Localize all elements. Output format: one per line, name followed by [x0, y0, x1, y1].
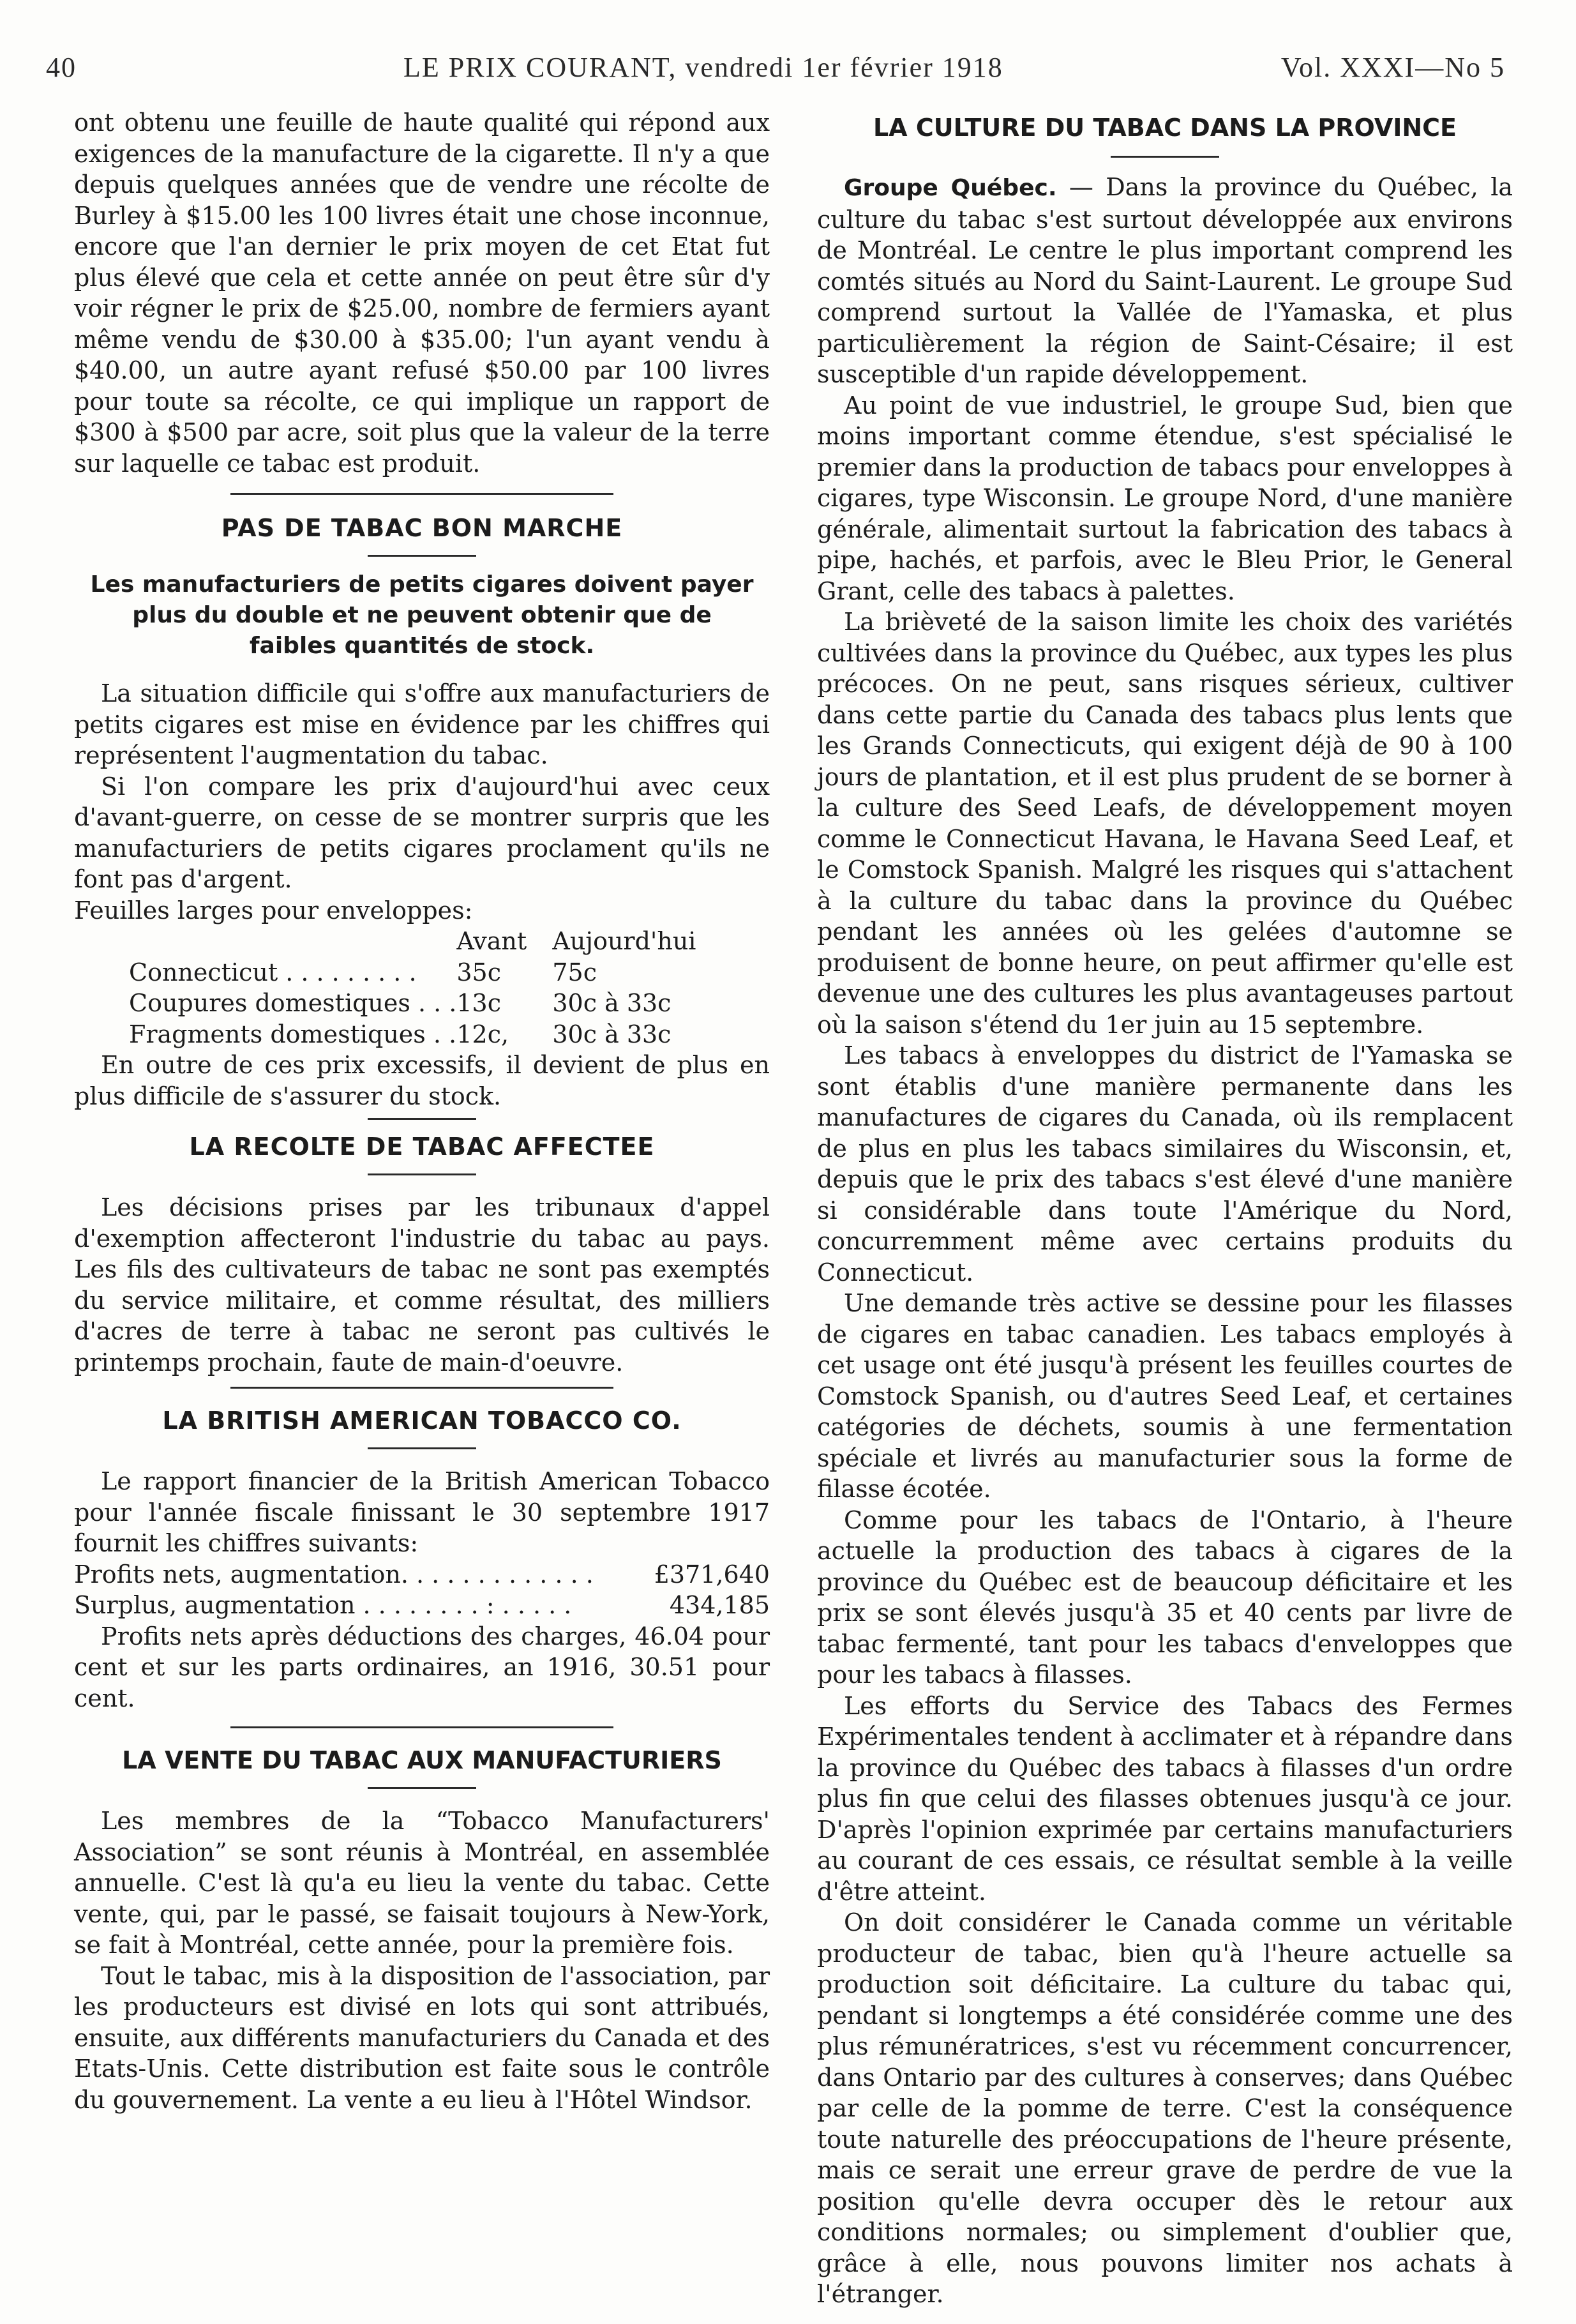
paragraph: Si l'on compare les prix d'aujourd'hui avec ceux d'avant-guerre, on cesse de se montrer surpris que les manufacturiers de petits cigares proclament qu'ils ne font pas d'argent. [74, 772, 770, 893]
article-title-culture-du-tabac: LA CULTURE DU TABAC DANS LA PROVINCE [873, 114, 1457, 142]
table-cell-item: Connecticut . . . . . . . . . [129, 958, 417, 986]
ledger-value: 434,185 [669, 1591, 770, 1619]
ledger-row [74, 1590, 770, 1621]
section-divider [230, 493, 613, 495]
continued-article-text: ont obtenu une feuille de haute qualité qui répond aux exigences de la manufacture de la cigarette. Il n'y a que depuis quelques années que de vendre une récolte de Burley à $15.00 les 100 livres était une chose inconnue, encore que l'an dernier le prix moyen de cet Etat fut plus élevé que cela et cette année on peut être sûr d'y voir régner le prix de $25.00, nombre de fermiers ayant même vendu de $30.00 à $35.00; l'un ayant vendu à $40.00, un autre ayant refusé $50.00 par 100 livres pour toute sa récolte, ce qui implique un rapport de $300 à $500 par acre, soit plus que la valeur de la terre sur laquelle ce tabac est produit. [74, 109, 770, 478]
paragraph-text: — Dans la province du Québec, la culture du tabac s'est surtout développée aux environs de Montréal. Le centre le plus important comprend les comtés situés au Nord du Saint-Laurent. Le groupe Sud comprend surtout la Vallée de l'Yamaska, et plus particulièrement la région de Saint-Césaire; il est susceptible d'un rapide développement. [817, 173, 1513, 388]
table-cell-now: 30c à 33c [552, 989, 672, 1017]
paragraph: On doit considérer le Canada comme un véritable producteur de tabac, bien qu'à l'heure actuelle sa production soit déficitaire. La culture du tabac qui, pendant si longtemps a été considérée comme une des plus rémunératrices, s'est vu récemment concurrencer, dans Ontario par des cultures à conserves; dans Québec par celle de la pomme de terre. C'est la conséquence toute naturelle des préoccupations de l'heure présente, mais ce serait une erreur grave de perdre de vue la position qu'elle devra occuper dès le retour aux conditions normales; ou simplement d'oublier que, grâce à elle, nous pouvons limiter nos achats à l'étranger. [817, 1908, 1513, 2308]
ledger-row [74, 1559, 770, 1590]
paragraph: La brièveté de la saison limite les choix des variétés cultivées dans la province du Québec, aux types les plus précoces. On ne peut, sans risques sérieux, cultiver dans cette partie du Canada des tabacs plus lents que les Grands Connecticuts, qui exigent déjà de 90 à 100 jours de plantation, et il est plus prudent de se borner à la culture des Seed Leafs, de développement moyen comme le Connecticut Havana, le Havana Seed Leaf, et le Comstock Spanish. Malgré les risques qui s'attachent à la culture du tabac dans la province du Québec pendant les années où les gelées d'automne se produisent de bonne heure, on peut affirmer qu'elle est devenue une des cultures les plus avantageuses partout où la saison s'étend du 1er juin au 15 septembre. [817, 608, 1513, 1039]
table-cell-before: 35c [456, 958, 502, 986]
article-subtitle: Les manufacturiers de petits cigares doivent payer plus du double et ne peuvent obtenir que de faibles quantités de stock. [90, 571, 754, 659]
table-cell-item: Coupures domestiques . . . [129, 989, 457, 1017]
paragraph: Comme pour les tabacs de l'Ontario, à l'heure actuelle la production des tabacs à cigares de la province du Québec est de beaucoup déficitaire et les prix se sont élevés jusqu'à 35 et 40 cents par livre de tabac fermenté, tant pour les tabacs d'enveloppes que pour les tabacs à filasses. [817, 1505, 1513, 1689]
price-table-label: Feuilles larges pour enveloppes: [74, 896, 473, 924]
title-rule [368, 1787, 476, 1789]
paragraph: Les tabacs à enveloppes du district de l'Yamaska se sont établis d'une manière permanente dans les manufactures de cigares du Canada, où ils remplacent de plus en plus les tabacs similaires du Wisconsin, et, depuis que le prix des tabacs s'est élevé d'une manière si considérable dans toute l'Amérique du Nord, concurremment même avec certains produits du Connecticut. [817, 1041, 1513, 1286]
paragraph: Profits nets après déductions des charges, 46.04 pour cent et sur les parts ordinaires, an 1916, 30.51 pour cent. [74, 1622, 770, 1712]
ledger-label: Surplus, augmentation . . . . . . . . : . . . . . [74, 1591, 572, 1619]
section-divider [230, 1387, 613, 1389]
table-header-row [74, 926, 770, 957]
ledger-label: Profits nets, augmentation. . . . . . . . . . . . . [74, 1560, 594, 1588]
table-cell-before: 13c [456, 989, 502, 1017]
paragraph: La situation difficile qui s'offre aux manufacturiers de petits cigares est mise en évidence par les chiffres qui représentent l'augmentation du tabac. [74, 679, 770, 769]
price-table [74, 926, 770, 1050]
article-title-british-american: LA BRITISH AMERICAN TOBACCO CO. [162, 1407, 682, 1435]
column-header-avant: Avant [456, 927, 527, 955]
title-rule [368, 1173, 476, 1175]
article-title-pas-de-tabac: PAS DE TABAC BON MARCHE [221, 514, 623, 542]
paragraph [817, 172, 1513, 390]
table-row [74, 1019, 770, 1050]
paragraph: Au point de vue industriel, le groupe Sud, bien que moins important comme étendue, s'est spécialisé le premier dans la production de tabacs pour enveloppes à cigares, type Wisconsin. Le groupe Nord, d'une manière générale, alimentait surtout la fabrication des tabacs à pipe, hachés, et parfois, avec le Bleu Prior, le General Grant, celle des tabacs à palettes. [817, 391, 1513, 605]
financial-figures [74, 1559, 770, 1621]
left-column [74, 107, 770, 2115]
paragraph: En outre de ces prix excessifs, il devient de plus en plus difficile de s'assurer du stock. [74, 1051, 770, 1110]
table-cell-now: 30c à 33c [552, 1020, 672, 1048]
ledger-value: £371,640 [654, 1560, 770, 1588]
paragraph: Tout le tabac, mis à la disposition de l'association, par les producteurs est divisé en lots qui sont attribués, ensuite, aux différents manufacturiers du Canada et des Etats-Unis. Cette distribution est faite sous le contrôle du gouvernement. La vente a eu lieu à l'Hôtel Windsor. [74, 1961, 770, 2114]
article-title-vente-du-tabac: LA VENTE DU TABAC AUX MANUFACTURIERS [122, 1746, 722, 1774]
article-title-recolte: LA RECOLTE DE TABAC AFFECTEE [189, 1133, 655, 1161]
journal-title-date: LE PRIX COURANT, vendredi 1er février 1918 [403, 52, 1003, 83]
volume-number: Vol. XXXI—No 5 [1280, 52, 1505, 83]
paragraph: Les décisions prises par les tribunaux d'appel d'exemption affecteront l'industrie du tabac au pays. Les fils des cultivateurs de tabac ne sont pas exemptés du service militaire, et comme résultat, des milliers d'acres de terre à tabac ne seront pas cultivés le printemps prochain, faute de main-d'oeuvre. [74, 1193, 770, 1377]
title-rule [368, 1447, 476, 1449]
title-rule [368, 555, 476, 557]
section-divider [230, 1726, 613, 1728]
lead-in-groupe-quebec: Groupe Québec. [844, 175, 1057, 201]
table-row [74, 988, 770, 1019]
table-cell-item: Fragments domestiques . . [129, 1020, 457, 1048]
running-header [46, 51, 1505, 89]
table-cell-now: 75c [552, 958, 597, 986]
paragraph: Une demande très active se dessine pour les filasses de cigares en tabac canadien. Les tabacs employés à cet usage ont été jusqu'à présent les feuilles courtes de Comstock Spanish, ou d'autres Seed Leaf, et certaines catégories de déchets, soumis à une fermentation spéciale et livrés au manufacturier sous la forme de filasse écotée. [817, 1289, 1513, 1503]
column-header-aujourdhui: Aujourd'hui [552, 927, 696, 955]
paragraph: Les membres de la “Tobacco Manufacturers' Association” se sont réunis à Montréal, en assemblée annuelle. C'est là qu'a eu lieu la vente du tabac. Cette vente, qui, par le passé, se faisait toujours à New-York, se fait à Montréal, cette année, pour la première fois. [74, 1807, 770, 1959]
table-cell-before: 12c, [456, 1020, 509, 1048]
paragraph: Le rapport financier de la British American Tobacco pour l'année fiscale finissant le 30 septembre 1917 fournit les chiffres suivants: [74, 1467, 770, 1557]
section-divider [368, 1118, 476, 1120]
page-number: 40 [46, 52, 77, 83]
title-rule [1111, 156, 1219, 158]
paragraph: Les efforts du Service des Tabacs des Fermes Expérimentales tendent à acclimater et à répandre dans la province du Québec des tabacs à filasses d'un ordre plus fin que celui des filasses obtenues jusqu'à ce jour. D'après l'opinion exprimée par certains manufacturiers au courant de ces essais, ce résultat semble à la veille d'être atteint. [817, 1691, 1513, 1906]
right-column [817, 107, 1513, 2310]
table-row [74, 957, 770, 988]
